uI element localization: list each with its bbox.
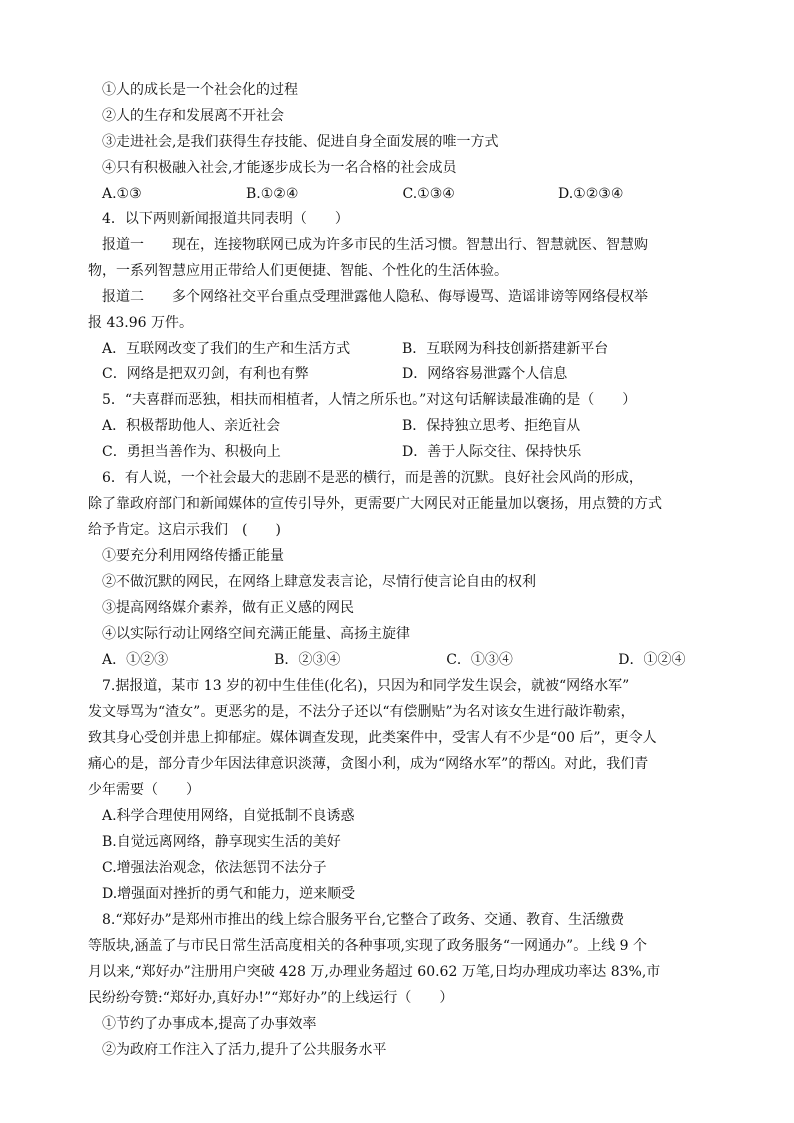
q4-report2-line1: 报道二 多个网络社交平台重点受理泄露他人隐私、侮辱谩骂、造谣诽谤等网络侵权举 <box>102 289 648 305</box>
q4-report1-line2: 物，一系列智慧应用正带给人们更便捷、智能、个性化的生活体验。 <box>88 263 508 279</box>
q5-option-d: D．善于人际交往、保持快乐 <box>402 444 582 460</box>
q4-options-row2 <box>102 362 702 387</box>
q8-stem-line1: 8.“郑好办”是郑州市推出的线上综合服务平台,它整合了政务、交通、教育、生活缴费 <box>102 912 625 928</box>
q3-option-d: D.①②③④ <box>558 186 624 202</box>
q6-item-3: ③提高网络媒介素养，做有正义感的网民 <box>102 600 354 616</box>
q3-option-a: A.①③ <box>102 186 142 202</box>
q6-stem-line3: 给予肯定。这启示我们 ( ) <box>88 522 281 538</box>
q8-item-1: ①节约了办事成本,提高了办事效率 <box>102 1016 317 1032</box>
q6-item-1: ①要充分利用网络传播正能量 <box>102 548 284 564</box>
q4-report1-line1: 报道一 现在，连接物联网已成为许多市民的生活习惯。智慧出行、智慧就医、智慧购 <box>102 237 648 253</box>
q3-item-4: ④只有积极融入社会,才能逐步成长为一名合格的社会成员 <box>102 160 457 176</box>
q5-options-row1 <box>102 414 702 439</box>
q5-stem: 5．“夫喜群而恶独，相扶而相植者，人情之所乐也。”对这句话解读最准确的是（ ） <box>102 392 637 408</box>
q7-stem-line3: 致其身心受创并患上抑郁症。媒体调查发现，此类案件中，受害人有不少是“00 后”，更令人 <box>88 730 657 746</box>
q8-stem-line3: 月以来,“郑好办”注册用户突破 428 万,办理业务超过 60.62 万笔,日均办理成功率达 83%,市 <box>88 964 661 980</box>
q4-option-c: C．网络是把双刃剑，有利也有弊 <box>102 366 309 382</box>
q7-option-a: A.科学合理使用网络，自觉抵制不良诱惑 <box>102 808 355 824</box>
q4-options-row1 <box>102 337 702 362</box>
q8-item-2: ②为政府工作注入了活力,提升了公共服务水平 <box>102 1042 387 1058</box>
q8-stem-line4: 民纷纷夸赞:“郑好办,真好办!”“郑好办”的上线运行（ ） <box>88 990 454 1006</box>
q5-option-a: A．积极帮助他人、亲近社会 <box>102 418 281 434</box>
q7-stem-line2: 发文辱骂为“渣女”。更恶劣的是，不法分子还以“有偿删贴”为名对该女生进行敲诈勒索， <box>88 704 635 720</box>
q5-options-row2 <box>102 440 702 465</box>
q6-item-2: ②不做沉默的网民，在网络上肆意发表言论，尽情行使言论自由的权利 <box>102 574 536 590</box>
q7-stem-line1: 7.据报道，某市 13 岁的初中生佳佳(化名)，只因为和同学发生误会，就被“网络水军” <box>102 678 630 694</box>
q6-stem-line2: 除了靠政府部门和新闻媒体的宣传引导外，更需要广大网民对正能量加以褒扬，用点赞的方式 <box>88 496 662 512</box>
q6-option-a: A．①②③ <box>102 652 169 668</box>
q3-item-2: ②人的生存和发展离不开社会 <box>102 108 284 124</box>
q3-option-b: B.①②④ <box>246 186 299 202</box>
q6-stem-line1: 6．有人说，一个社会最大的悲剧不是恶的横行，而是善的沉默。良好社会风尚的形成， <box>102 470 643 486</box>
q3-option-c: C.①③④ <box>402 186 455 202</box>
q4-stem: 4．以下两则新闻报道共同表明（ ） <box>102 211 349 227</box>
q3-options <box>102 182 702 207</box>
q6-option-d: D．①②④ <box>618 652 686 668</box>
q5-option-b: B．保持独立思考、拒绝盲从 <box>402 418 581 434</box>
q6-options <box>102 648 702 673</box>
q4-option-d: D．网络容易泄露个人信息 <box>402 366 568 382</box>
q4-report2-line2: 报 43.96 万件。 <box>88 315 193 331</box>
q6-option-c: C．①③④ <box>446 652 513 668</box>
q3-item-3: ③走进社会,是我们获得生存技能、促进自身全面发展的唯一方式 <box>102 134 499 150</box>
q5-option-c: C．勇担当善作为、积极向上 <box>102 444 281 460</box>
q7-stem-line4: 痛心的是，部分青少年因法律意识淡薄，贪图小利，成为“网络水军”的帮凶。对此，我们青 <box>88 756 649 772</box>
q4-option-b: B．互联网为科技创新搭建新平台 <box>402 341 609 357</box>
q3-item-1: ①人的成长是一个社会化的过程 <box>102 82 298 98</box>
q7-option-b: B.自觉远离网络，静享现实生活的美好 <box>102 834 341 850</box>
q6-option-b: B．②③④ <box>274 652 341 668</box>
q6-item-4: ④以实际行动让网络空间充满正能量、高扬主旋律 <box>102 626 410 642</box>
q7-option-d: D.增强面对挫折的勇气和能力，逆来顺受 <box>102 886 356 902</box>
q8-stem-line2: 等版块,涵盖了与市民日常生活高度相关的各种事项,实现了政务服务“一网通办”。上线 9 个 <box>88 938 648 954</box>
q7-option-c: C.增强法治观念，依法惩罚不法分子 <box>102 860 327 876</box>
q7-stem-line5: 少年需要（ ） <box>88 782 200 798</box>
q4-option-a: A．互联网改变了我们的生产和生活方式 <box>102 341 351 357</box>
